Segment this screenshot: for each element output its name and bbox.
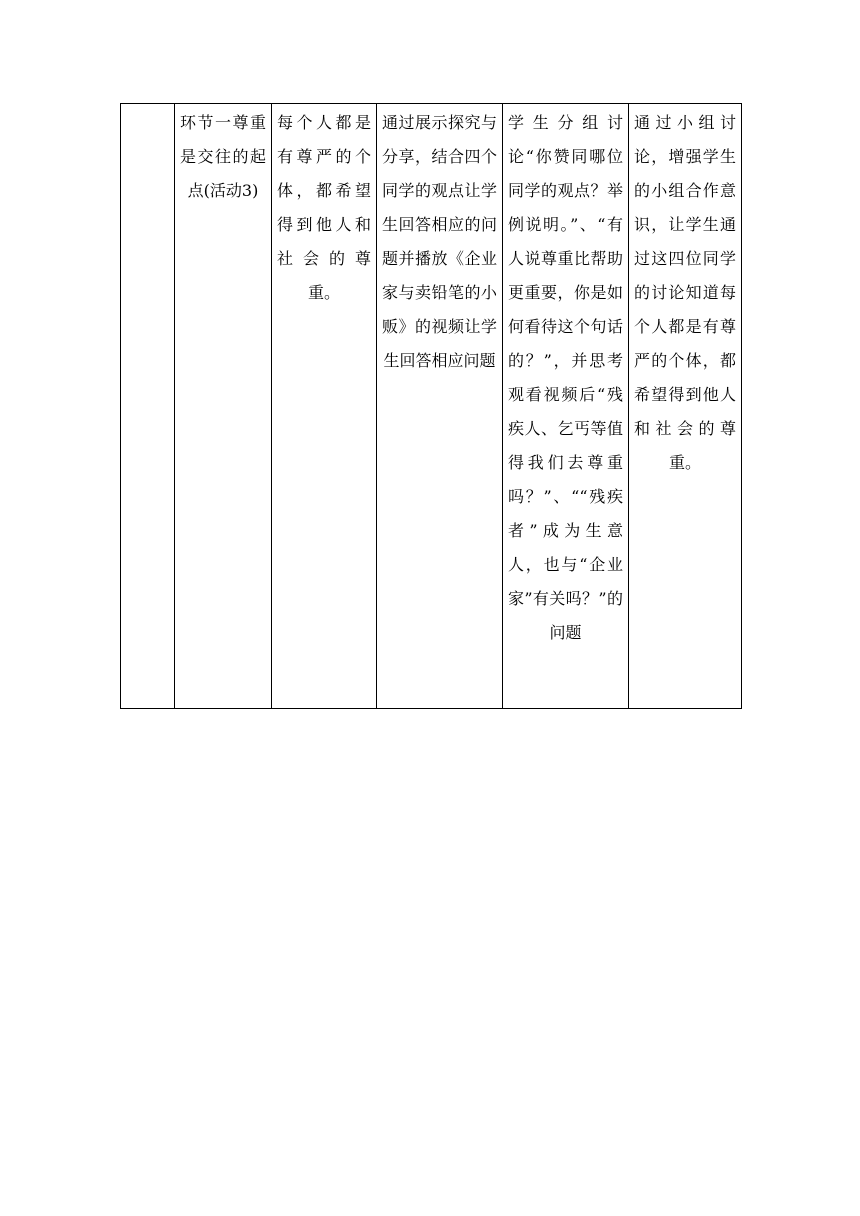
table-row: [121, 104, 742, 709]
cell-text: 每个人都是有尊严的个体，都希望得到他人和社会的尊重。: [277, 113, 371, 302]
table-cell-teacher-activity: [377, 104, 503, 709]
table-cell-blank: [121, 104, 175, 709]
cell-text: 通过小组讨论，增强学生的小组合作意识，让学生通过这四位同学的讨论知道每个人都是有尊严的个体，都希望得到他人和社会的尊重。: [634, 113, 736, 472]
table-cell-content: [272, 104, 377, 709]
cell-text: 环节一尊重是交往的起点(活动3): [180, 113, 266, 200]
table-cell-design-intent: [629, 104, 742, 709]
table-cell-student-activity: [503, 104, 629, 709]
cell-text: 学生分组讨论“你赞同哪位同学的观点？举例说明。”、“有人说尊重比帮助更重要，你是如何看待这个句话的？”，并思考观看视频后“残疾人、乞丐等值得我们去尊重吗？”、““残疾者”成为生意人，也与“企业家”有关吗？”的问题: [508, 113, 623, 642]
table-cell-stage: [175, 104, 272, 709]
cell-text: 通过展示探究与分享，结合四个同学的观点让学生回答相应的问题并播放《企业家与卖铅笔的小贩》的视频让学生回答相应问题: [382, 113, 497, 370]
lesson-plan-table: [120, 103, 742, 709]
